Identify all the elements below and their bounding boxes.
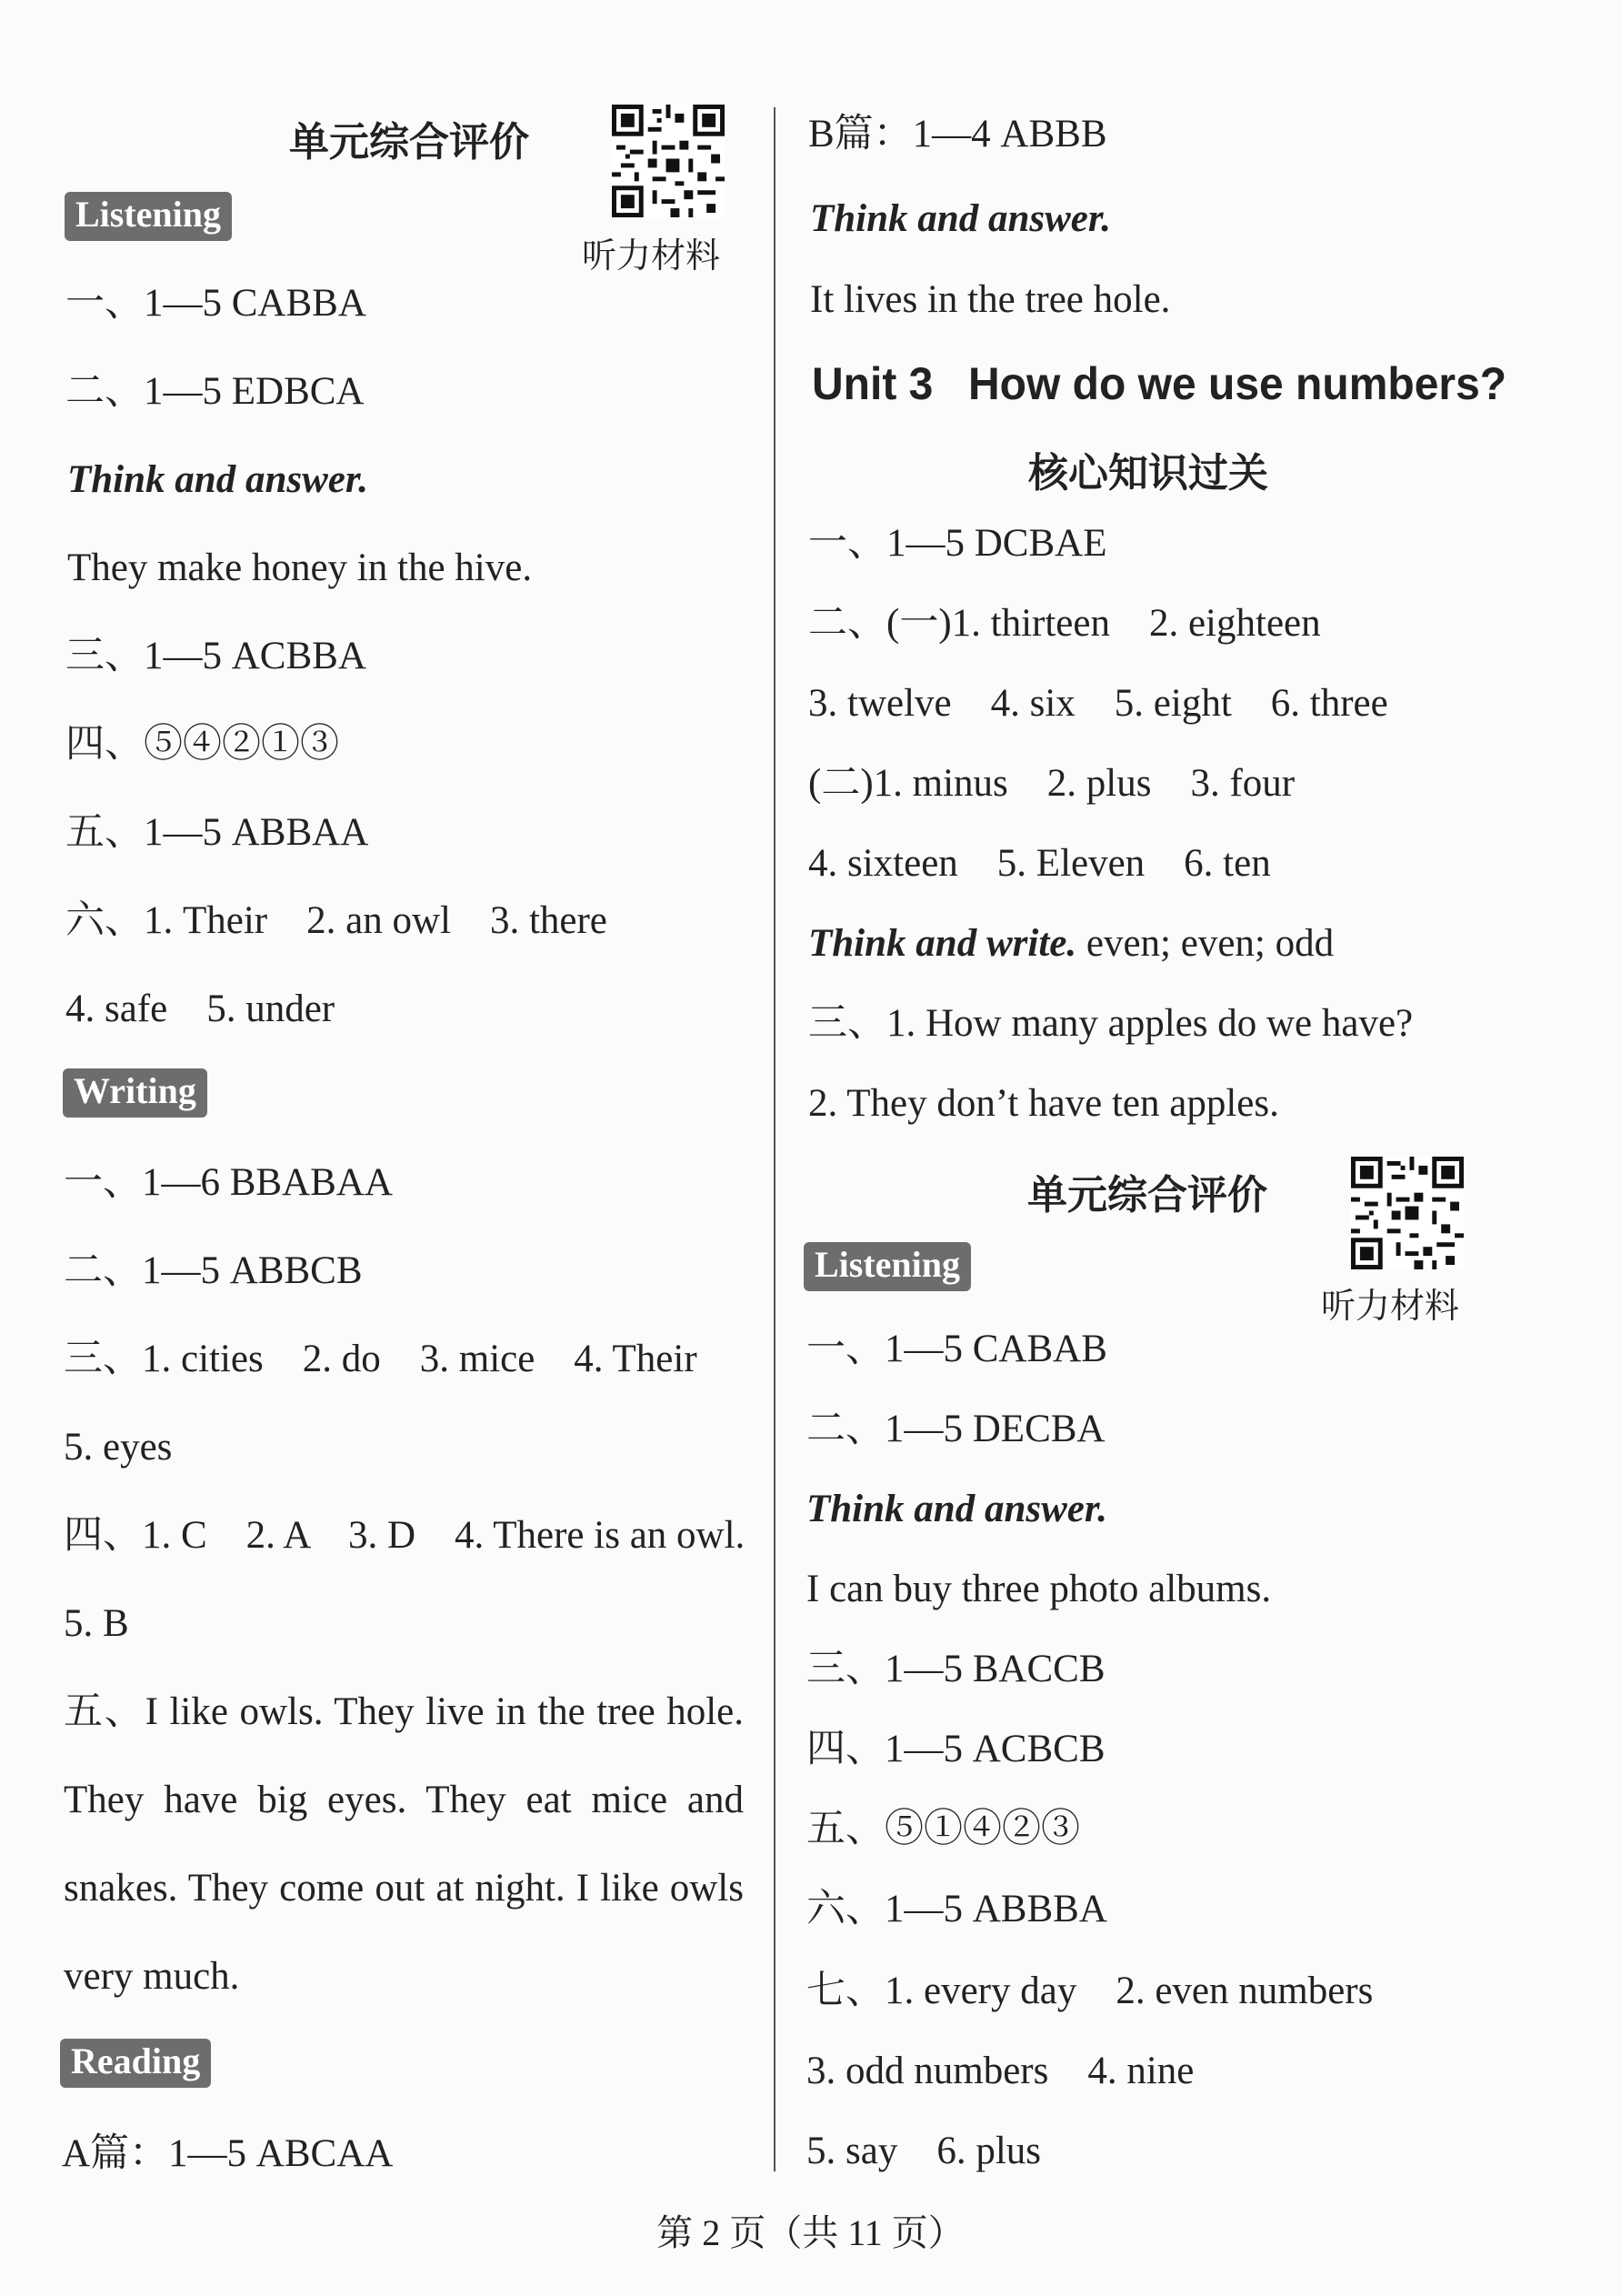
writing-answer-2: 二、1—5 ABBCB [64, 1249, 363, 1292]
think-and-answer-label-3: Think and answer. [806, 1488, 1107, 1530]
listening-answer-6b: 4. safe 5. under [65, 988, 335, 1030]
writing-answer-5-paragraph: 五、I like owls. They live in the tree hole. They have big eyes. They eat mice and snakes. They come out at night. I like owls very much. [64, 1690, 744, 1998]
core-answer-2b: 3. twelve 4. six 5. eight 6. three [808, 682, 1388, 725]
listening-badge: Listening [65, 192, 232, 241]
unit-number: Unit 3 [812, 358, 934, 409]
writing-answer-3b: 5. eyes [64, 1426, 173, 1469]
listening-answer-2-4: 四、1—5 ACBCB [806, 1728, 1106, 1770]
listening-answer-2-3: 三、1—5 BACCB [806, 1648, 1106, 1690]
core-answer-3a: 三、1. How many apples do we have? [808, 1002, 1414, 1045]
think-and-answer-text-2: It lives in the tree hole. [810, 278, 1171, 321]
think-and-write-line [808, 924, 1334, 963]
qr-code-icon [612, 105, 725, 217]
listening-answer-2-7c: 5. say 6. plus [806, 2130, 1041, 2172]
listening-answer-2-2: 二、1—5 DECBA [806, 1408, 1106, 1450]
think-and-answer-label-2: Think and answer. [810, 197, 1111, 240]
reading-badge: Reading [60, 2039, 211, 2088]
listening-answer-2-1: 一、1—5 CABAB [806, 1328, 1107, 1370]
qr-caption: 听力材料 [582, 236, 721, 276]
listening-answer-2-6: 六、1—5 ABBBA [806, 1888, 1107, 1930]
core-answer-1: 一、1—5 DCBAE [808, 522, 1107, 565]
listening-answer-5: 五、1—5 ABBAA [65, 811, 369, 854]
writing-answer-4a: 四、1. C 2. A 3. D 4. There is an owl. [64, 1514, 745, 1557]
writing-answer-1: 一、1—6 BBABAA [64, 1161, 393, 1204]
listening-answer-2-7b: 3. odd numbers 4. nine [806, 2050, 1195, 2092]
think-and-answer-label: Think and answer. [67, 458, 368, 501]
listening-answer-2-5: 五、⑤①④②③ [806, 1808, 1080, 1850]
think-and-answer-text: They make honey in the hive. [67, 546, 533, 589]
qr-code-icon [1351, 1157, 1464, 1269]
think-and-answer-text-3: I can buy three photo albums. [806, 1568, 1272, 1610]
listening-answer-4: 四、⑤④②①③ [65, 723, 339, 766]
page-footer: 第 2 页（共 11 页） [656, 2212, 965, 2253]
think-and-write-text: even; even; odd [1076, 922, 1335, 965]
core-answer-3b: 2. They don’t have ten apples. [808, 1082, 1279, 1125]
qr-caption-2: 听力材料 [1321, 1286, 1460, 1326]
unit-review-heading: 单元综合评价 [289, 119, 529, 165]
core-answer-2c: (二)1. minus 2. plus 3. four [808, 762, 1296, 805]
writing-badge: Writing [63, 1068, 207, 1118]
listening-answer-6a: 六、1. Their 2. an owl 3. there [65, 899, 607, 942]
think-and-write-label: Think and write. [808, 922, 1077, 965]
column-divider [774, 107, 775, 2171]
core-answer-2d: 4. sixteen 5. Eleven 6. ten [808, 842, 1271, 885]
writing-answer-4b: 5. B [64, 1602, 129, 1645]
unit-title: How do we use numbers? [968, 358, 1507, 409]
unit-review-heading-2: 单元综合评价 [1027, 1172, 1267, 1218]
writing-answer-3a: 三、1. cities 2. do 3. mice 4. Their [64, 1338, 697, 1380]
listening-badge-2: Listening [804, 1242, 971, 1291]
listening-answer-2: 二、1—5 EDBCA [65, 370, 365, 413]
core-knowledge-heading: 核心知识过关 [1028, 450, 1268, 496]
reading-answer-a: A篇：1—5 ABCAA [62, 2132, 394, 2175]
core-answer-2a: 二、(一)1. thirteen 2. eighteen [808, 602, 1321, 645]
listening-answer-1: 一、1—5 CABBA [65, 282, 366, 325]
listening-answer-2-7a: 七、1. every day 2. even numbers [806, 1970, 1374, 2012]
listening-answer-3: 三、1—5 ACBBA [65, 635, 366, 677]
reading-answer-b: B篇：1—4 ABBB [808, 113, 1107, 155]
